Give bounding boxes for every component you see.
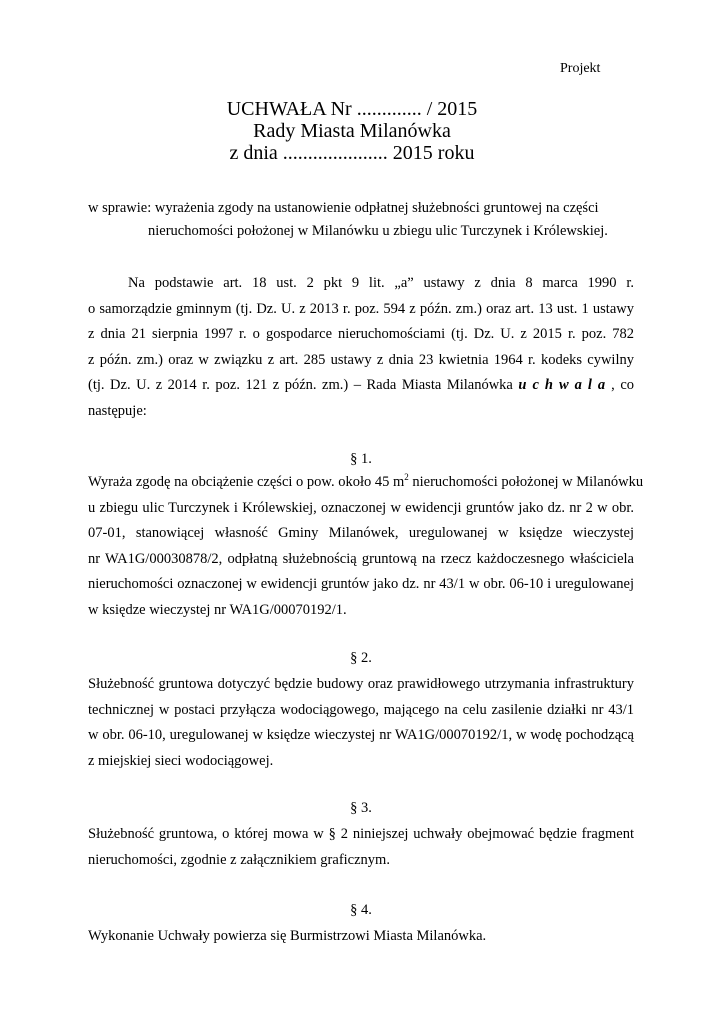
paragraph-line: nr WA1G/00030878/2, odpłatną służebnością gruntową na rzecz każdoczesnego właściciela bbox=[88, 550, 634, 567]
resolution-subject bbox=[88, 197, 648, 243]
preamble-line: Na podstawie art. 18 ust. 2 pkt 9 lit. „a” ustawy z dnia 8 marca 1990 r. bbox=[128, 275, 634, 291]
paragraph-line: w księdze wieczystej nr WA1G/00070192/1. bbox=[88, 601, 347, 618]
paragraph-2-heading: § 2. bbox=[350, 650, 372, 666]
paragraph-1-line-1-tail: nieruchomości położonej w Milanówku bbox=[408, 474, 644, 490]
paragraph-2-body bbox=[88, 672, 634, 774]
paragraph-line: 07-01, stanowiącej własność Gminy Milanówek, uregulowanej w księdze wieczystej bbox=[88, 525, 634, 542]
superscript-2: 2 bbox=[404, 472, 409, 482]
preamble-line: z późn. zm.) oraz w związku z art. 285 ustawy z dnia 23 kwietnia 1964 r. kodeks cywilny bbox=[88, 351, 634, 368]
paragraph-line: z miejskiej sieci wodociągowej. bbox=[88, 752, 274, 769]
paragraph-line: Wykonanie Uchwały powierza się Burmistrzowi Miasta Milanówka. bbox=[88, 928, 487, 944]
preamble-line: o samorządzie gminnym (tj. Dz. U. z 2013 r. poz. 594 z późn. zm.) oraz art. 13 ust. 1 ustawy bbox=[88, 300, 634, 317]
projekt-label: Projekt bbox=[560, 61, 601, 76]
paragraph-4-heading: § 4. bbox=[350, 902, 372, 918]
paragraph-3-body bbox=[88, 822, 634, 873]
paragraph-line: w obr. 06-10, uregulowanej w księdze wieczystej nr WA1G/00070192/1, w wodę pochodzącą bbox=[88, 727, 634, 744]
paragraph-line: nieruchomości oznaczonej w ewidencji gruntów jako dz. nr 43/1 w obr. 06-10 i uregulowanej bbox=[88, 576, 634, 593]
resolution-title bbox=[150, 98, 554, 164]
paragraph-line: Służebność gruntowa, o której mowa w § 2 niniejszej uchwały obejmować będzie fragment bbox=[88, 826, 634, 842]
paragraph-line: Służebność gruntowa dotyczyć będzie budowy oraz prawidłowego utrzymania infrastruktury bbox=[88, 676, 634, 692]
paragraph-4-body bbox=[88, 924, 634, 950]
preamble-line: z dnia 21 sierpnia 1997 r. o gospodarce nieruchomościami (tj. Dz. U. z 2015 r. poz. 782 bbox=[88, 326, 634, 343]
paragraph-line: u zbiegu ulic Turczynek i Królewskiej, oznaczonej w ewidencji gruntów jako dz. nr 2 w obr. bbox=[88, 499, 634, 516]
legal-basis-preamble bbox=[88, 271, 634, 425]
paragraph-line bbox=[88, 470, 644, 496]
subject-line-2: nieruchomości położonej w Milanówku u zbiegu ulic Turczynek i Królewskiej. bbox=[148, 223, 608, 239]
title-line-date: z dnia ..................... 2015 roku bbox=[229, 142, 475, 164]
paragraph-1-heading: § 1. bbox=[350, 451, 372, 467]
paragraph-line: technicznej w postaci przyłącza wodociągowego, mającego na celu zasilenie działki nr 43/1 bbox=[88, 701, 634, 718]
preamble-line-5-tail: , co bbox=[611, 377, 635, 394]
title-line-number: UCHWAŁA Nr ............. / 2015 bbox=[226, 98, 478, 120]
preamble-line-6: następuje: bbox=[88, 402, 147, 419]
title-line-council: Rady Miasta Milanówka bbox=[253, 120, 451, 142]
preamble-line-5 bbox=[88, 373, 634, 399]
paragraph-line: nieruchomości, zgodnie z załącznikiem graficznym. bbox=[88, 851, 390, 868]
paragraph-3-heading: § 3. bbox=[350, 800, 372, 816]
subject-line-1: w sprawie: wyrażenia zgody na ustanowienie odpłatnej służebności gruntowej na części bbox=[88, 200, 599, 216]
paragraph-1-line-1-text: Wyraża zgodę na obciążenie części o pow. około 45 m bbox=[88, 474, 405, 490]
preamble-line-5-text: (tj. Dz. U. z 2014 r. poz. 121 z późn. zm.) – Rada Miasta Milanówka bbox=[88, 377, 513, 394]
uchwala-word: uchwala bbox=[518, 377, 612, 394]
paragraph-1-body bbox=[88, 470, 644, 624]
